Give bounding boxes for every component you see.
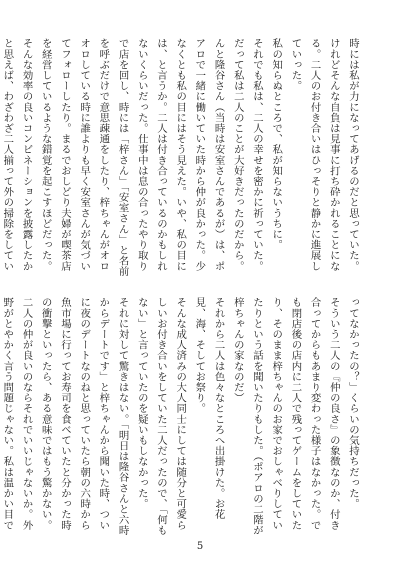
lower-paragraphs: ってなかったの？」くらいの気持ちだった。 そういう二人の『仲の良さ』の象徴なのか、付き合ってからもあまり変わった様子はなかった。でも閉店後の店内に二人で残ってゲームをしていたり、そのまま梓ちゃんのお家でおしゃべりしていたりという話を聞いたりもした。（ポアロの二階が梓ちゃんの家なのだ） それから二人は色々なところへ出掛けた。お花見、海、そしてお祭り。 そんな成人済みの大人同士にしては随分と可愛らしいお付き合いをしていた二人だったので、「何もない」と言っていたのを疑いもしなかった。 それに対して驚きはない。「明日は隆谷さんと六時からデートです」と梓ちゃんから聞いた時、ついに夜のデートなのねと思っていたら朝の六時から魚市場に行ってお寿司を食べていたと分かった時の衝撃といったら、ある意味ではもう驚かない。二人の仲が良いのならそれでいいじゃないか。外野がとやかく言う問題じゃない。私は温かい目で: [1, 297, 359, 536]
lower-text-block: [1, 297, 362, 539]
upper-paragraphs: 時には私が力になってあげるのだと思っていた。 けれどそんな自負は見事に打ち砕かれることになる。二人のお付き合いはひっそりと静かに進展していった。 私の知らぬところで、私が知らないうちに。 それでも私は、二人の幸せを密かに祈っていた。 だって私は二人のことが大好きだったのだから。 んと隆谷さん（当時は安室さんであるが）は、ポアロで一緒に働いていた時から仲が良かった。少なくとも私の目にはそう見えた。いや、私の目には、と言うか。二人は付き合っているのかもしれないくらいだった。仕事中は息の合ったやり取りで店を回し、時には「梓さん」「安室さん」と名前を呼ぶだけで意思疎通をしたり、梓ちゃんがオロオロしている時に誰よりも早く安室さんが気づいてフォローしたり。まるでおしどり夫婦が喫茶店を経営しているような錯覚を起こすほどだった。そんな効率の良いコンビネーションを披露したかと思えば、わざわざ二人揃って外の掃除をしてい: [1, 38, 359, 277]
upper-text-block: [1, 38, 362, 280]
page-number: 5: [196, 541, 204, 552]
